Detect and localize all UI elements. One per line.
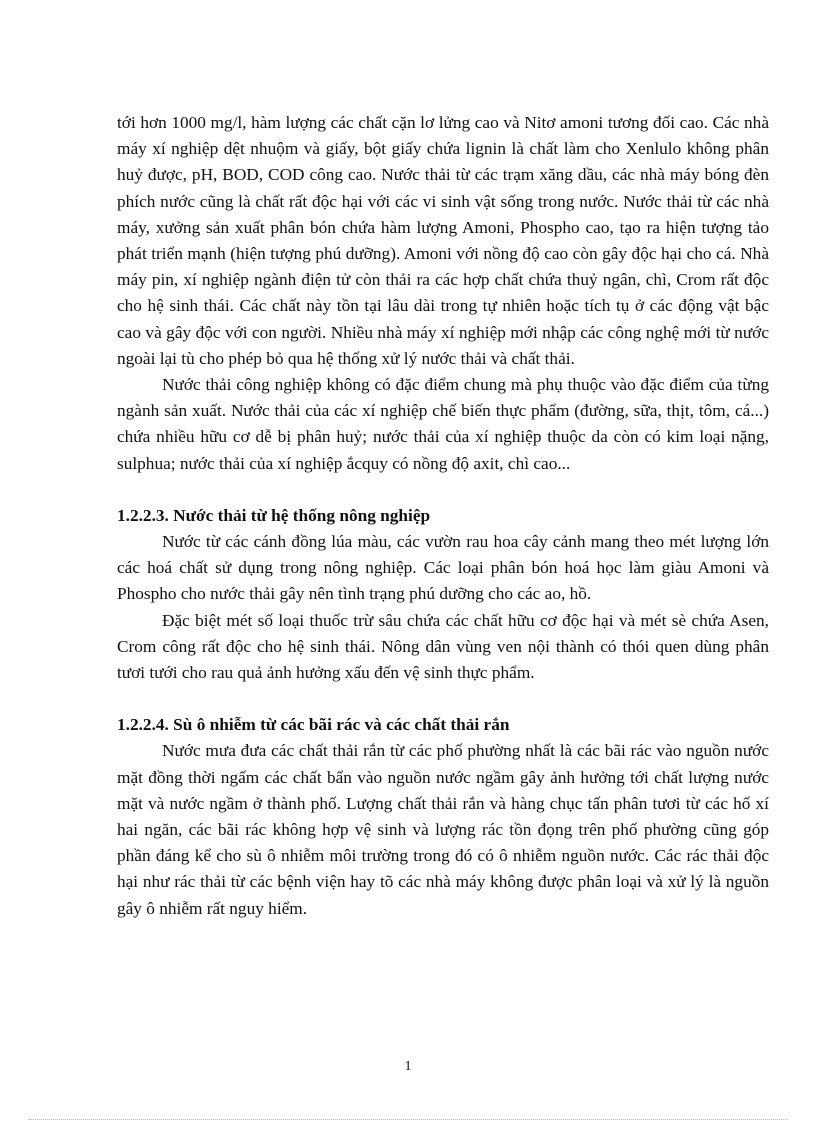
section-spacer [117, 477, 769, 503]
page-bottom-divider [28, 1119, 788, 1120]
body-paragraph: tới hơn 1000 mg/l, hàm lượng các chất cặn lơ lửng cao và Nitơ amoni tương đối cao. Các nhà máy xí nghiệp dệt nhuộm và giấy, bột giấy chứa lignin là chất làm cho Xenlulo không phân huỷ được, pH, BOD, COD công cao. Nước thải từ các trạm xăng dầu, các nhà máy bóng đèn phích nước cũng là chất rất độc hại với các vi sinh vật sống trong nước. Nước thải từ các nhà máy, xưởng sản xuất phân bón chứa hàm lượng Amoni, Phospho cao, tạo ra hiện tượng tảo phát triển mạnh (hiện tượng phú dưỡng). Amoni với nồng độ cao còn gây độc hại cho cá. Nhà máy pin, xí nghiệp ngành điện tử còn thải ra các hợp chất chứa thuỷ ngân, chì, Crom rất độc cho hệ sinh thái. Các chất này tồn tại lâu dài trong tự nhiên hoặc tích tụ ở các động vật bậc cao và gây độc với con người. Nhiều nhà máy xí nghiệp mới nhập các công nghệ mới từ nước ngoài lại tù cho phép bỏ qua hệ thống xử lý nước thải và chất thải. [117, 113, 769, 368]
section-spacer [117, 686, 769, 712]
page-number: 1 [404, 1059, 412, 1074]
body-paragraph: Nước thải công nghiệp không có đặc điểm chung mà phụ thuộc vào đặc điểm của từng ngành sản xuất. Nước thải của các xí nghiệp chế biến thực phẩm (đường, sữa, thịt, tôm, cá...) chứa nhiều hữu cơ dễ bị phân huỷ; nước thải của xí nghiệp thuộc da còn có kim loại nặng, sulphua; nước thải của xí nghiệp ắcquy có nồng độ axit, chì cao... [117, 375, 769, 473]
section-heading-solid-waste: 1.2.2.4. Sù ô nhiễm từ các bãi rác và các chất thải rắn [117, 715, 510, 735]
section-heading-agriculture: 1.2.2.3. Nước thải từ hệ thống nông nghiệp [117, 505, 431, 525]
body-paragraph: Nước mưa đưa các chất thải rắn từ các phố phường nhất là các bãi rác vào nguồn nước mặt đồng thời ngấm các chất bẩn vào nguồn nước ngầm gây ảnh hưởng tới chất lượng nước mặt và nước ngầm ở thành phố. Lượng chất thải rắn và hàng chục tấn phân tươi từ các hố xí hai ngăn, các bãi rác không hợp vệ sinh và lượng rác tồn đọng trên phố phường cũng góp phần đáng kể cho sù ô nhiễm môi trường trong đó có ô nhiễm nguồn nước. Các rác thải độc hại như rác thải từ các bệnh viện hay tõ các nhà máy không được phân loại và xử lý là nguồn gây ô nhiễm rất nguy hiểm. [117, 741, 769, 918]
document-page [117, 110, 769, 922]
body-paragraph: Đặc biệt mét số loại thuốc trừ sâu chứa các chất hữu cơ độc hại và mét sè chứa Asen, Crom công rất độc cho hệ sinh thái. Nông dân vùng ven nội thành có thói quen dùng phân tươi tưới cho rau quả ảnh hưởng xấu đến vệ sinh thực phẩm. [117, 610, 769, 683]
body-paragraph: Nước từ các cánh đồng lúa màu, các vườn rau hoa cây cảnh mang theo mét lượng lớn các hoá chất sử dụng trong nông nghiệp. Các loại phân bón hoá học làm giàu Amoni và Phospho cho nước thải gây nên tình trạng phú dưỡng cho các ao, hồ. [117, 532, 769, 604]
